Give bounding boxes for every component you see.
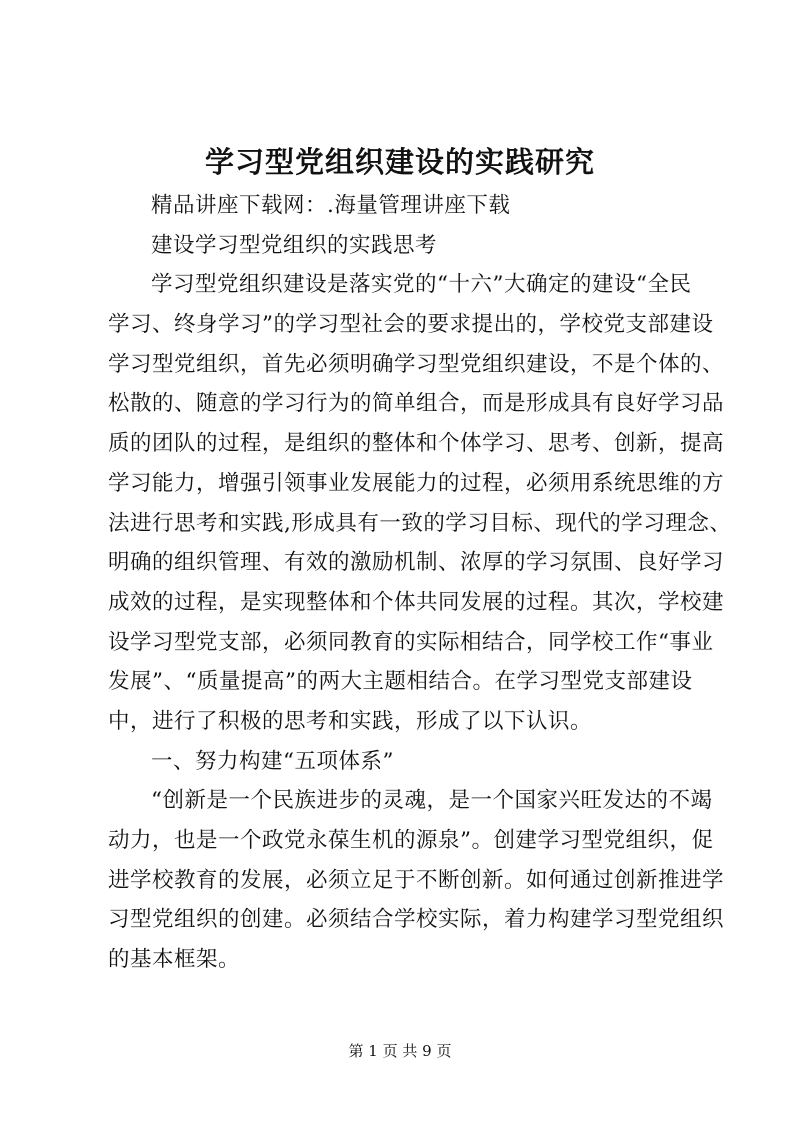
document-title: 学习型党组织建设的实践研究 — [204, 145, 595, 179]
paragraph-line: 学习型党组织建设是落实党的“十六”大确定的建设“全民 — [151, 272, 692, 298]
source-line: 精品讲座下载网：.海量管理讲座下载 — [151, 193, 511, 218]
paragraph-line: 学习型党组织，首先必须明确学习型党组织建设，不是个体的、 — [108, 351, 725, 377]
paragraph-line: “创新是一个民族进步的灵魂，是一个国家兴旺发达的不竭 — [151, 788, 713, 814]
document-body — [108, 186, 732, 980]
paragraph-line: 明确的组织管理、有效的激励机制、浓厚的学习氛围、良好学习 — [108, 550, 725, 576]
subtitle-line: 建设学习型党组织的实践思考 — [151, 232, 438, 258]
paragraph-line: 进学校教育的发展，必须立足于不断创新。如何通过创新推进学 — [108, 867, 725, 893]
paragraph-line: 松散的、随意的学习行为的简单组合，而是形成具有良好学习品 — [108, 391, 725, 417]
paragraph-line: 学习能力，增强引领事业发展能力的过程，必须用系统思维的方 — [108, 470, 725, 496]
paragraph-line: 动力，也是一个政党永葆生机的源泉”。创建学习型党组织，促 — [108, 828, 714, 853]
paragraph-line: 学习、终身学习”的学习型社会的要求提出的，学校党支部建设 — [108, 312, 714, 338]
paragraph-line: 质的团队的过程，是组织的整体和个体学习、思考、创新，提高 — [108, 431, 725, 457]
page-footer: 第 1 页 共 9 页 — [348, 1042, 452, 1060]
paragraph-line: 法进行思考和实践,形成具有一致的学习目标、现代的学习理念、 — [108, 510, 732, 536]
paragraph-line: 发展”、“质量提高”的两大主题相结合。在学习型党支部建设 — [108, 669, 693, 695]
paragraph-line: 习型党组织的创建。必须结合学校实际，着力构建学习型党组织 — [108, 907, 725, 933]
paragraph-line: 成效的过程，是实现整体和个体共同发展的过程。其次，学校建 — [108, 589, 725, 615]
paragraph-line: 中，进行了积极的思考和实践，形成了以下认识。 — [108, 708, 593, 734]
paragraph-line: 的基本框架。 — [108, 947, 241, 973]
paragraph-line: 设学习型党支部，必须同教育的实际相结合，同学校工作“事业 — [108, 629, 714, 655]
section-heading: 一、努力构建“五项体系” — [151, 748, 394, 774]
